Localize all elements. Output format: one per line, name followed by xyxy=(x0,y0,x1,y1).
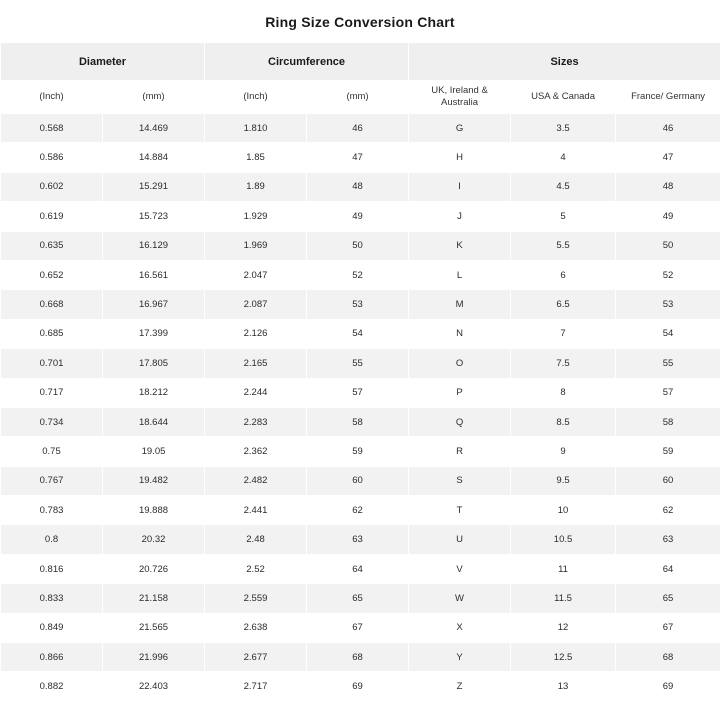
table-cell: W xyxy=(409,584,511,613)
table-cell: 0.717 xyxy=(1,378,103,407)
table-cell: 21.565 xyxy=(103,613,205,642)
table-cell: N xyxy=(409,319,511,348)
table-cell: 20.32 xyxy=(103,525,205,554)
table-cell: 0.767 xyxy=(1,466,103,495)
table-cell: 5.5 xyxy=(511,231,616,260)
table-cell: 15.291 xyxy=(103,172,205,201)
group-header-diameter: Diameter xyxy=(1,43,205,81)
table-cell: 11 xyxy=(511,554,616,583)
table-cell: 14.884 xyxy=(103,143,205,172)
table-cell: 59 xyxy=(616,437,720,466)
table-row xyxy=(1,496,720,525)
table-cell: 0.685 xyxy=(1,319,103,348)
table-cell: 2.362 xyxy=(205,437,307,466)
column-header-france-germany: France/ Germany xyxy=(616,81,720,114)
table-cell: 2.638 xyxy=(205,613,307,642)
table-cell: 3.5 xyxy=(511,114,616,143)
table-cell: 2.126 xyxy=(205,319,307,348)
table-cell: 18.644 xyxy=(103,407,205,436)
table-cell: 67 xyxy=(307,613,409,642)
table-cell: 67 xyxy=(616,613,720,642)
table-cell: 2.482 xyxy=(205,466,307,495)
table-cell: 54 xyxy=(307,319,409,348)
table-row xyxy=(1,319,720,348)
table-cell: 0.833 xyxy=(1,584,103,613)
table-cell: 53 xyxy=(616,290,720,319)
table-cell: 4.5 xyxy=(511,172,616,201)
table-cell: 60 xyxy=(307,466,409,495)
table-cell: 54 xyxy=(616,319,720,348)
table-cell: 0.668 xyxy=(1,290,103,319)
table-cell: U xyxy=(409,525,511,554)
table-cell: 2.441 xyxy=(205,496,307,525)
table-cell: 17.399 xyxy=(103,319,205,348)
table-cell: 2.283 xyxy=(205,407,307,436)
table-cell: 2.48 xyxy=(205,525,307,554)
table-cell: H xyxy=(409,143,511,172)
group-header-sizes: Sizes xyxy=(409,43,720,81)
table-cell: 47 xyxy=(307,143,409,172)
table-cell: 49 xyxy=(616,202,720,231)
table-row xyxy=(1,466,720,495)
table-cell: 64 xyxy=(616,554,720,583)
table-row xyxy=(1,643,720,672)
table-cell: 14.469 xyxy=(103,114,205,143)
table-cell: P xyxy=(409,378,511,407)
table-cell: Q xyxy=(409,407,511,436)
table-cell: 0.635 xyxy=(1,231,103,260)
table-cell: R xyxy=(409,437,511,466)
table-cell: 6.5 xyxy=(511,290,616,319)
table-cell: 9 xyxy=(511,437,616,466)
table-cell: 63 xyxy=(616,525,720,554)
table-cell: 8 xyxy=(511,378,616,407)
table-row xyxy=(1,290,720,319)
column-header-diameter-inch: (Inch) xyxy=(1,81,103,114)
table-cell: 59 xyxy=(307,437,409,466)
table-cell: 21.996 xyxy=(103,643,205,672)
table-cell: 58 xyxy=(307,407,409,436)
table-cell: 62 xyxy=(616,496,720,525)
table-cell: 53 xyxy=(307,290,409,319)
table-cell: 48 xyxy=(616,172,720,201)
table-cell: 22.403 xyxy=(103,672,205,701)
table-cell: 19.888 xyxy=(103,496,205,525)
table-cell: 16.561 xyxy=(103,260,205,289)
table-cell: 7.5 xyxy=(511,349,616,378)
column-header-circumference-mm: (mm) xyxy=(307,81,409,114)
table-row xyxy=(1,260,720,289)
table-cell: 0.619 xyxy=(1,202,103,231)
table-cell: 0.783 xyxy=(1,496,103,525)
table-cell: 63 xyxy=(307,525,409,554)
table-cell: 50 xyxy=(616,231,720,260)
table-cell: 5 xyxy=(511,202,616,231)
table-row xyxy=(1,407,720,436)
table-cell: 55 xyxy=(616,349,720,378)
table-cell: 9.5 xyxy=(511,466,616,495)
table-cell: 0.849 xyxy=(1,613,103,642)
table-cell: 58 xyxy=(616,407,720,436)
table-cell: 46 xyxy=(307,114,409,143)
table-cell: M xyxy=(409,290,511,319)
table-cell: 49 xyxy=(307,202,409,231)
table-cell: 19.05 xyxy=(103,437,205,466)
table-cell: Z xyxy=(409,672,511,701)
table-cell: 2.559 xyxy=(205,584,307,613)
table-cell: K xyxy=(409,231,511,260)
table-cell: 2.165 xyxy=(205,349,307,378)
table-cell: 50 xyxy=(307,231,409,260)
table-cell: 62 xyxy=(307,496,409,525)
table-cell: 1.89 xyxy=(205,172,307,201)
table-cell: 1.969 xyxy=(205,231,307,260)
table-row xyxy=(1,672,720,701)
group-header-circumference: Circumference xyxy=(205,43,409,81)
table-row xyxy=(1,437,720,466)
table-row xyxy=(1,378,720,407)
table-cell: 10 xyxy=(511,496,616,525)
table-cell: 69 xyxy=(616,672,720,701)
table-row xyxy=(1,231,720,260)
table-cell: 18.212 xyxy=(103,378,205,407)
table-cell: 19.482 xyxy=(103,466,205,495)
table-row xyxy=(1,114,720,143)
table-cell: 52 xyxy=(616,260,720,289)
table-cell: O xyxy=(409,349,511,378)
table-row xyxy=(1,143,720,172)
table-cell: 52 xyxy=(307,260,409,289)
column-header-usa-canada: USA & Canada xyxy=(511,81,616,114)
table-cell: 55 xyxy=(307,349,409,378)
table-cell: L xyxy=(409,260,511,289)
table-cell: 64 xyxy=(307,554,409,583)
table-cell: 0.652 xyxy=(1,260,103,289)
table-row xyxy=(1,613,720,642)
table-row xyxy=(1,172,720,201)
table-cell: 68 xyxy=(307,643,409,672)
table-cell: 46 xyxy=(616,114,720,143)
table-cell: 13 xyxy=(511,672,616,701)
table-cell: 16.967 xyxy=(103,290,205,319)
table-cell: 12.5 xyxy=(511,643,616,672)
table-cell: 1.810 xyxy=(205,114,307,143)
table-cell: 21.158 xyxy=(103,584,205,613)
table-cell: 0.586 xyxy=(1,143,103,172)
table-cell: V xyxy=(409,554,511,583)
table-cell: 0.8 xyxy=(1,525,103,554)
table-cell: 1.929 xyxy=(205,202,307,231)
sub-header-row xyxy=(1,81,720,114)
table-cell: 7 xyxy=(511,319,616,348)
table-cell: 65 xyxy=(307,584,409,613)
table-cell: 2.677 xyxy=(205,643,307,672)
column-header-uk-ireland-australia: UK, Ireland & Australia xyxy=(409,81,511,114)
table-cell: 1.85 xyxy=(205,143,307,172)
table-row xyxy=(1,202,720,231)
table-cell: 48 xyxy=(307,172,409,201)
table-cell: Y xyxy=(409,643,511,672)
table-cell: 0.701 xyxy=(1,349,103,378)
table-cell: 20.726 xyxy=(103,554,205,583)
table-body xyxy=(1,114,720,702)
table-cell: 57 xyxy=(616,378,720,407)
table-cell: 0.75 xyxy=(1,437,103,466)
table-cell: 69 xyxy=(307,672,409,701)
table-cell: I xyxy=(409,172,511,201)
table-cell: 12 xyxy=(511,613,616,642)
table-cell: 0.882 xyxy=(1,672,103,701)
table-cell: 10.5 xyxy=(511,525,616,554)
table-cell: 0.816 xyxy=(1,554,103,583)
table-cell: J xyxy=(409,202,511,231)
table-cell: 57 xyxy=(307,378,409,407)
table-cell: G xyxy=(409,114,511,143)
table-cell: 0.568 xyxy=(1,114,103,143)
table-cell: 11.5 xyxy=(511,584,616,613)
table-cell: 17.805 xyxy=(103,349,205,378)
table-row xyxy=(1,525,720,554)
table-cell: S xyxy=(409,466,511,495)
table-row xyxy=(1,554,720,583)
table-cell: X xyxy=(409,613,511,642)
table-cell: 68 xyxy=(616,643,720,672)
group-header-row xyxy=(1,43,720,81)
table-header xyxy=(1,43,720,114)
table-cell: 0.866 xyxy=(1,643,103,672)
table-cell: 4 xyxy=(511,143,616,172)
column-header-circumference-inch: (Inch) xyxy=(205,81,307,114)
table-cell: 2.047 xyxy=(205,260,307,289)
ring-size-conversion-table xyxy=(0,42,720,702)
table-cell: 2.244 xyxy=(205,378,307,407)
table-cell: 6 xyxy=(511,260,616,289)
page-title: Ring Size Conversion Chart xyxy=(265,14,455,30)
table-cell: 2.52 xyxy=(205,554,307,583)
column-header-diameter-mm: (mm) xyxy=(103,81,205,114)
table-cell: 65 xyxy=(616,584,720,613)
table-cell: 47 xyxy=(616,143,720,172)
table-cell: T xyxy=(409,496,511,525)
table-cell: 0.602 xyxy=(1,172,103,201)
table-cell: 2.087 xyxy=(205,290,307,319)
table-cell: 0.734 xyxy=(1,407,103,436)
table-cell: 16.129 xyxy=(103,231,205,260)
table-cell: 8.5 xyxy=(511,407,616,436)
table-cell: 60 xyxy=(616,466,720,495)
table-cell: 15.723 xyxy=(103,202,205,231)
table-cell: 2.717 xyxy=(205,672,307,701)
table-row xyxy=(1,349,720,378)
table-row xyxy=(1,584,720,613)
